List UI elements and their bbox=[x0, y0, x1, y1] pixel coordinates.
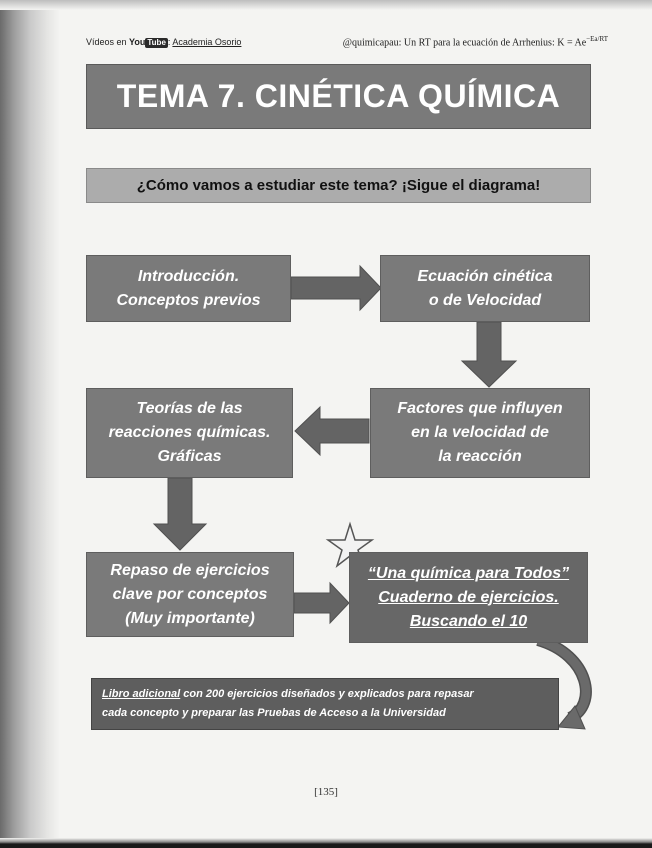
header-left-prefix: Vídeos en bbox=[86, 37, 130, 47]
box-ecuacion-line-2: o de Velocidad bbox=[428, 291, 542, 309]
box-repaso bbox=[86, 552, 294, 637]
box-factores-line-1: Factores que influyen bbox=[397, 400, 563, 417]
subtitle-bar bbox=[86, 168, 591, 203]
page-top-edge bbox=[0, 0, 652, 10]
arrow-left-1 bbox=[295, 407, 369, 455]
box-factores-line-3: la reacción bbox=[438, 448, 522, 465]
box-cuaderno-line-1[interactable]: “Una química para Todos” bbox=[367, 564, 570, 582]
box-teorias bbox=[86, 388, 293, 478]
header-left-separator: : bbox=[167, 37, 173, 47]
box-cuaderno-line-2[interactable]: Cuaderno de ejercicios. bbox=[378, 588, 559, 606]
box-teorias-line-2: reacciones químicas. bbox=[108, 424, 271, 441]
footer-bar bbox=[91, 678, 559, 730]
page-bottom-edge bbox=[0, 838, 652, 848]
page-title: TEMA 7. CINÉTICA QUÍMICA bbox=[116, 78, 561, 114]
youtube-logo-you: You bbox=[129, 37, 146, 47]
box-repaso-line-3: (Muy importante) bbox=[125, 609, 255, 627]
book-binding-shadow bbox=[0, 0, 60, 848]
header-right bbox=[343, 35, 608, 48]
box-repaso-line-1: Repaso de ejercicios bbox=[110, 561, 270, 579]
title-bar bbox=[86, 64, 591, 129]
page-subtitle: ¿Cómo vamos a estudiar este tema? ¡Sigue el diagrama! bbox=[136, 177, 541, 194]
box-repaso-line-2: clave por conceptos bbox=[112, 585, 268, 603]
box-ecuacion-cinetica bbox=[380, 255, 590, 322]
page-number: [135] bbox=[314, 786, 338, 798]
box-factores-line-2: en la velocidad de bbox=[411, 424, 549, 441]
arrow-right-2 bbox=[294, 583, 349, 623]
header-right-text: @quimicapau: Un RT para la ecuación de Arrhenius: K = Ae bbox=[342, 37, 587, 49]
footer-line-1-rest: con 200 ejercicios diseñados y explicados para repasar bbox=[180, 688, 474, 700]
box-introduccion-line-2: Conceptos previos bbox=[116, 291, 261, 309]
box-ecuacion-line-1: Ecuación cinética bbox=[417, 267, 553, 285]
academia-osorio-link[interactable]: Academia Osorio bbox=[172, 37, 242, 47]
box-introduccion bbox=[86, 255, 291, 322]
arrow-right-1 bbox=[291, 266, 381, 310]
box-introduccion-line-1: Introducción. bbox=[137, 267, 240, 285]
arrow-down-1 bbox=[462, 322, 516, 387]
box-teorias-line-1: Teorías de las bbox=[136, 400, 243, 417]
header-left bbox=[86, 37, 241, 48]
arrhenius-exponent: −Ea/RT bbox=[586, 35, 608, 43]
box-cuaderno bbox=[349, 552, 588, 643]
footer-line-2: cada concepto y preparar las Pruebas de Acceso a la Universidad bbox=[102, 707, 446, 719]
arrow-down-2 bbox=[154, 478, 206, 550]
libro-adicional-link[interactable]: Libro adicional bbox=[102, 688, 181, 700]
footer-line-1 bbox=[102, 685, 558, 704]
box-cuaderno-line-3[interactable]: Buscando el 10 bbox=[409, 612, 528, 630]
box-teorias-line-3: Gráficas bbox=[157, 448, 222, 465]
box-factores bbox=[370, 388, 590, 478]
youtube-logo-tube: Tube bbox=[147, 38, 166, 47]
